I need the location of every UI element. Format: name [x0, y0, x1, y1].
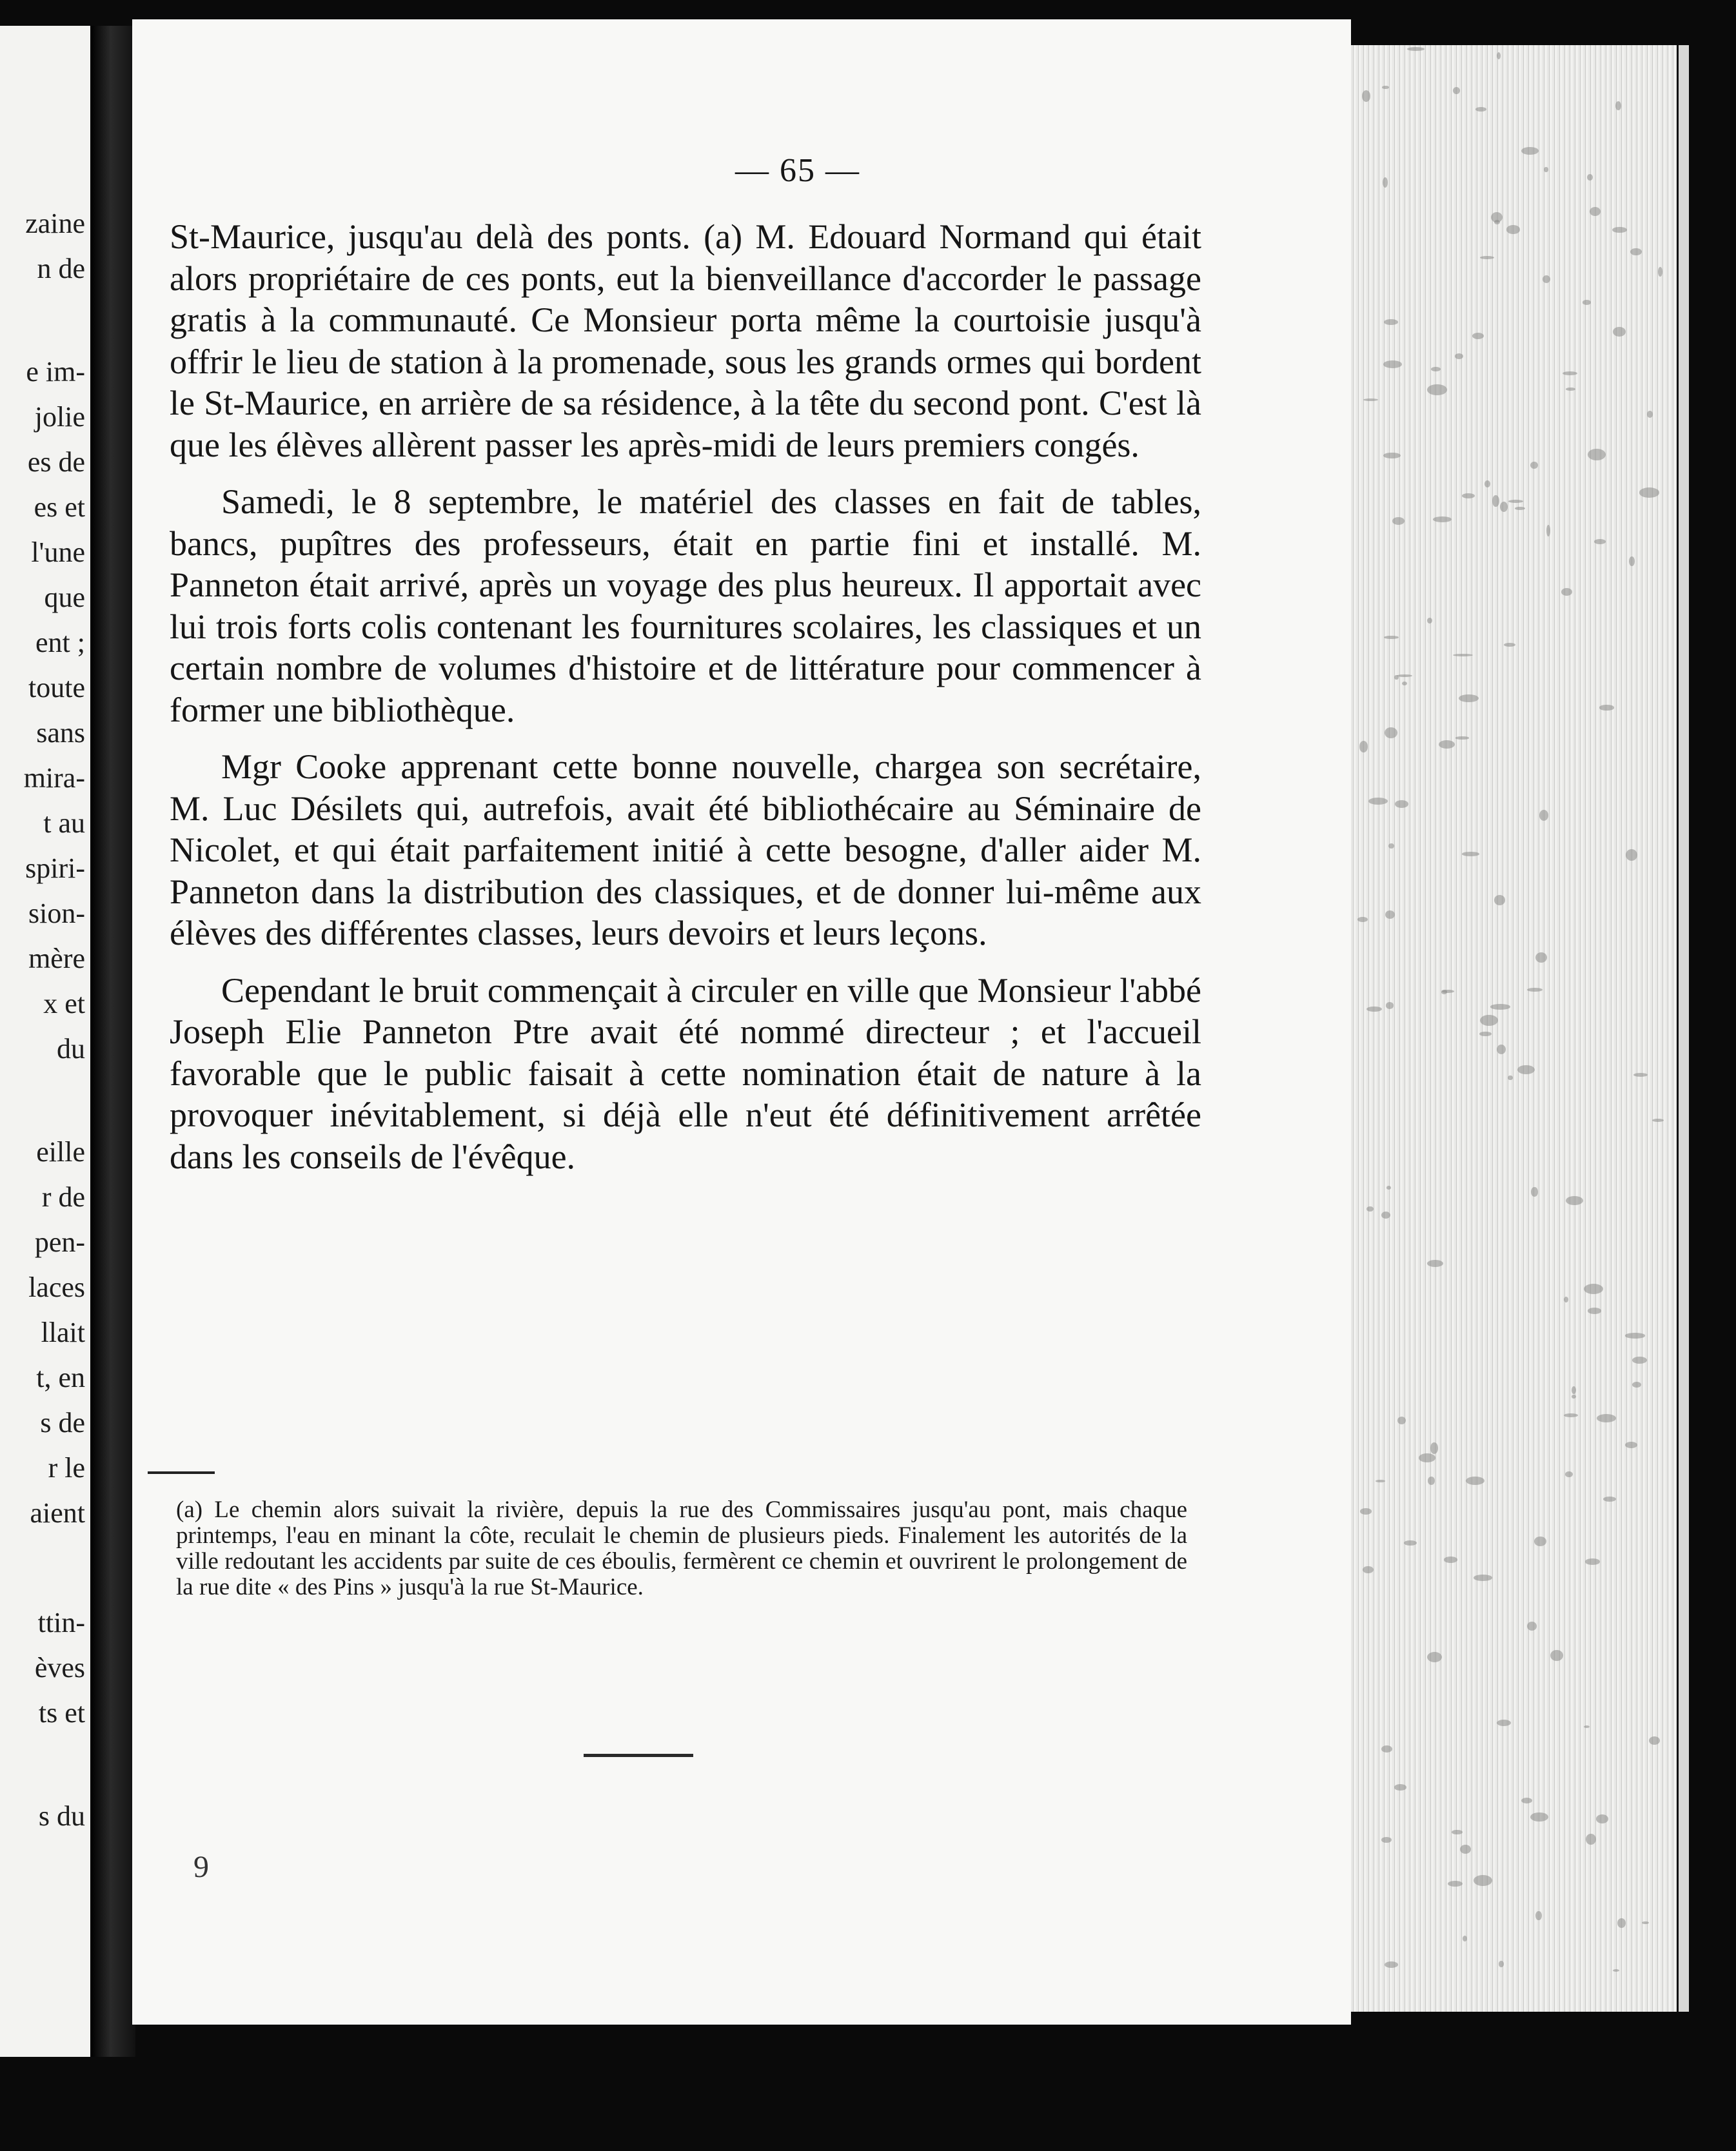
edge-speck: [1517, 1065, 1535, 1074]
edge-speck: [1462, 852, 1480, 856]
edge-speck: [1613, 1969, 1619, 1972]
edge-speck: [1566, 1196, 1584, 1205]
edge-speck: [1625, 1442, 1637, 1448]
edge-speck: [1383, 453, 1401, 459]
edge-speck: [1566, 388, 1575, 391]
edge-speck: [1427, 618, 1432, 624]
edge-speck: [1612, 227, 1626, 233]
left-page-fragment: toute: [28, 672, 85, 703]
edge-speck: [1527, 988, 1542, 992]
edge-speck: [1564, 1413, 1577, 1417]
edge-speck: [1402, 682, 1407, 685]
edge-speck: [1652, 1119, 1663, 1122]
edge-speck: [1647, 411, 1653, 417]
edge-speck: [1397, 1417, 1406, 1424]
edge-speck: [1428, 1477, 1435, 1485]
edge-speck: [1497, 1045, 1506, 1054]
edge-speck: [1480, 256, 1494, 259]
edge-speck: [1362, 90, 1371, 102]
edge-speck: [1381, 1837, 1391, 1843]
edge-speck: [1603, 1497, 1617, 1502]
edge-speck: [1419, 1453, 1435, 1462]
edge-speck: [1459, 694, 1479, 703]
edge-speck: [1433, 516, 1452, 522]
left-page-fragment: ent ;: [35, 627, 85, 658]
left-page-fragment: pen-: [34, 1226, 85, 1258]
edge-speck: [1550, 1650, 1563, 1662]
edge-speck: [1632, 1357, 1647, 1364]
edge-speck: [1506, 225, 1520, 233]
left-page-fragment: es de: [27, 446, 85, 478]
edge-speck: [1430, 1442, 1438, 1453]
left-page-fragment: llait: [41, 1317, 85, 1348]
edge-speck: [1639, 487, 1659, 497]
edge-speck: [1617, 1918, 1626, 1928]
edge-speck: [1455, 353, 1463, 359]
footnote-rule: [148, 1471, 215, 1474]
edge-speck: [1466, 1477, 1484, 1485]
paragraph: St-Maurice, jusqu'au delà des ponts. (a) M. Edouard Normand qui était alors propriétaire de ces ponts, eut la bienveillance d'accorder le passage gratis à la communauté. Ce Monsieur porta même la courtoisie jusqu'à offrir le lieu de station à la promenade, sous les grands ormes qui bordent le St-Maurice, en arrière de sa résidence, à la tête du second pont. C'est là que les élèves allèrent passer les après-midi de leurs premiers congés.: [170, 217, 1201, 464]
edge-speck: [1565, 1471, 1573, 1478]
edge-speck: [1441, 990, 1448, 994]
page-edges: [1351, 45, 1686, 2012]
edge-speck: [1584, 1284, 1603, 1294]
left-page-fragment: mira-: [23, 762, 85, 794]
edge-speck: [1572, 1386, 1576, 1394]
edge-speck: [1427, 384, 1447, 395]
edge-speck: [1521, 147, 1539, 155]
left-page-fragment: eille: [36, 1136, 85, 1168]
edge-speck: [1586, 1834, 1596, 1845]
edge-speck: [1539, 810, 1548, 821]
edge-speck: [1594, 539, 1606, 544]
edge-speck: [1385, 1961, 1398, 1968]
edge-speck: [1474, 1575, 1492, 1581]
edge-speck: [1453, 87, 1460, 94]
edge-speck: [1590, 207, 1601, 216]
edge-speck: [1381, 1745, 1393, 1753]
edge-speck: [1453, 654, 1473, 656]
paragraph: Mgr Cooke apprenant cette bonne nouvelle, chargea son secrétaire, M. Luc Désilets qui, autrefois, avait été bibliothécaire au Séminaire de Nicolet, et qui était parfaitement initié à cette besogne, d'aller aider M. Panneton dans la distribution des classiques, et de donner lui-même aux élèves des différentes classes, leurs devoirs et leurs leçons.: [170, 747, 1201, 952]
left-page-fragment: t au: [43, 807, 85, 839]
edge-speck: [1633, 1073, 1648, 1077]
edge-speck: [1484, 480, 1490, 487]
edge-speck: [1431, 367, 1441, 372]
edge-speck: [1615, 101, 1621, 110]
left-page-fragment: zaine: [25, 208, 85, 239]
edge-speck: [1572, 1395, 1576, 1399]
edge-speck: [1504, 643, 1515, 647]
edge-speck: [1534, 1537, 1546, 1546]
left-page-fragment: ts et: [38, 1697, 85, 1729]
book-page: [132, 19, 1351, 2025]
edge-speck: [1588, 1308, 1602, 1314]
edge-speck: [1544, 167, 1548, 172]
left-page-fragment: t, en: [36, 1362, 85, 1393]
edge-speck: [1543, 275, 1550, 283]
edge-speck: [1462, 493, 1475, 498]
left-page-fragment: èves: [34, 1652, 85, 1684]
edge-speck: [1546, 525, 1550, 536]
edge-speck: [1492, 495, 1499, 507]
left-facing-page: [0, 26, 90, 2057]
edge-speck: [1383, 177, 1388, 188]
left-page-fragment: aient: [30, 1497, 85, 1529]
edge-speck: [1407, 47, 1425, 51]
edge-speck: [1535, 1911, 1541, 1920]
edge-speck: [1561, 588, 1572, 596]
edge-speck: [1383, 360, 1402, 368]
edge-speck: [1490, 1004, 1510, 1010]
edge-speck: [1596, 1814, 1608, 1823]
edge-speck: [1392, 517, 1405, 525]
edge-speck: [1587, 174, 1593, 181]
edge-speck: [1530, 1812, 1548, 1822]
edge-speck: [1521, 1798, 1532, 1803]
left-page-fragment: sion-: [28, 898, 85, 929]
edge-speck: [1497, 1720, 1511, 1726]
paragraph: Samedi, le 8 septembre, le matériel des classes en fait de tables, bancs, pupîtres des professeurs, était en partie fini et installé. M. Panneton était arrivé, après un voyage des plus heureux. Il apportait avec lui trois forts colis contenant les fournitures scolaires, les classiques et un certain nombre de volumes d'histoire et de littérature pour commencer à former une bibliothèque.: [170, 482, 1201, 729]
edge-speck: [1397, 674, 1412, 677]
left-page-fragment: jolie: [34, 401, 85, 433]
edge-speck: [1563, 371, 1577, 375]
page-number: — 65 —: [735, 152, 860, 189]
edge-speck: [1376, 1480, 1385, 1482]
signature-mark: 9: [193, 1850, 209, 1884]
edge-speck: [1455, 736, 1468, 739]
edge-speck: [1452, 1830, 1462, 1834]
edge-speck: [1363, 398, 1378, 401]
edge-speck: [1564, 1297, 1568, 1303]
paragraph: Cependant le bruit commençait à circuler en ville que Monsieur l'abbé Joseph Elie Panneton Ptre avait été nommé directeur ; et l'accueil favorable que le public faisait à cette nomination était de nature à la provoquer inévitablement, si déjà elle n'eut été définitivement arrêtée dans les conseils de l'évêque.: [170, 970, 1201, 1176]
body-text: [170, 216, 1201, 1177]
left-page-fragment: ttin-: [37, 1607, 85, 1638]
edge-speck: [1499, 1961, 1503, 1967]
edge-speck: [1463, 1936, 1467, 1941]
edge-speck: [1479, 1032, 1492, 1037]
edge-speck: [1427, 1260, 1443, 1267]
left-page-fragment: mère: [28, 943, 85, 974]
edge-speck: [1491, 212, 1503, 222]
edge-speck: [1404, 1540, 1417, 1546]
edge-speck: [1385, 727, 1397, 738]
edge-speck: [1515, 507, 1525, 510]
end-rule: [584, 1754, 693, 1757]
edge-speck: [1444, 1557, 1457, 1563]
edge-speck: [1500, 502, 1508, 512]
edge-speck: [1584, 1725, 1590, 1728]
edge-speck: [1626, 849, 1637, 861]
edge-speck: [1658, 267, 1662, 277]
edge-speck: [1448, 1881, 1462, 1887]
edge-speck: [1384, 319, 1398, 325]
left-page-fragment: l'une: [31, 536, 85, 568]
edge-speck: [1472, 333, 1484, 339]
edge-speck: [1384, 636, 1398, 639]
edge-speck: [1508, 1076, 1512, 1081]
edge-speck: [1385, 910, 1395, 919]
edge-speck: [1527, 1622, 1537, 1631]
edge-speck: [1629, 556, 1635, 566]
edge-speck: [1386, 1186, 1392, 1190]
book-gutter: [90, 26, 135, 2057]
edge-speck: [1388, 843, 1394, 849]
edge-speck: [1427, 1652, 1442, 1662]
left-page-fragment: e im-: [26, 356, 85, 388]
edge-speck: [1439, 740, 1455, 749]
left-page-fragment: r le: [48, 1452, 85, 1484]
edge-speck: [1381, 1212, 1391, 1219]
edge-speck: [1475, 107, 1486, 112]
edge-speck: [1357, 917, 1368, 922]
footnote: [143, 1497, 1187, 1600]
edge-speck: [1508, 500, 1523, 503]
left-page-fragment: sans: [36, 717, 85, 749]
left-page-fragment: n de: [37, 253, 85, 284]
edge-speck: [1613, 327, 1626, 337]
left-page-fragment: r de: [41, 1181, 85, 1213]
left-page-fragment: x et: [43, 988, 85, 1019]
left-page-fragment: que: [44, 582, 85, 613]
edge-speck: [1368, 798, 1388, 805]
footnote-text: (a) Le chemin alors suivait la rivière, depuis la rue des Commissaires jusqu'au pont, mais chaque printemps, l'eau en minant la côte, reculait le chemin de plusieurs pieds. Finalement les autorités de la ville redoutant les accidents par suite de ces éboulis, fermèrent ce chemin et ouvrirent le prolongement de la rue dite « des Pins » jusqu'à la rue St-Maurice.: [176, 1497, 1187, 1600]
edge-speck: [1642, 1921, 1649, 1925]
edge-speck: [1597, 1414, 1616, 1422]
edge-speck: [1474, 1875, 1492, 1886]
edge-speck: [1599, 705, 1615, 710]
edge-speck: [1366, 1007, 1383, 1012]
edge-speck: [1530, 462, 1538, 469]
edge-frame: [1677, 45, 1689, 2012]
edge-speck: [1460, 1845, 1472, 1854]
edge-speck: [1625, 1333, 1645, 1338]
edge-speck: [1588, 449, 1606, 460]
edge-speck: [1395, 800, 1408, 808]
edge-speck: [1630, 248, 1642, 256]
edge-speck: [1649, 1736, 1660, 1745]
edge-speck: [1583, 300, 1591, 304]
left-page-fragment: spiri-: [25, 852, 85, 884]
edge-speck: [1366, 1206, 1374, 1212]
left-page-fragment: laces: [28, 1272, 85, 1303]
left-page-fragment: du: [57, 1033, 85, 1065]
edge-speck: [1494, 895, 1505, 905]
left-page-fragment: s du: [38, 1800, 85, 1832]
left-page-fragment: s de: [40, 1407, 85, 1439]
edge-speck: [1480, 1015, 1498, 1026]
edge-speck: [1531, 1187, 1537, 1197]
edge-speck: [1360, 1508, 1372, 1515]
edge-speck: [1497, 52, 1501, 59]
edge-speck: [1585, 1558, 1600, 1564]
edge-speck: [1394, 1784, 1407, 1791]
edge-speck: [1363, 1566, 1374, 1574]
edge-speck: [1535, 952, 1547, 963]
edge-speck: [1386, 1002, 1394, 1009]
edge-speck: [1359, 741, 1368, 752]
edge-speck: [1632, 1382, 1641, 1388]
left-page-fragment: es et: [34, 491, 85, 523]
edge-speck: [1382, 86, 1388, 89]
